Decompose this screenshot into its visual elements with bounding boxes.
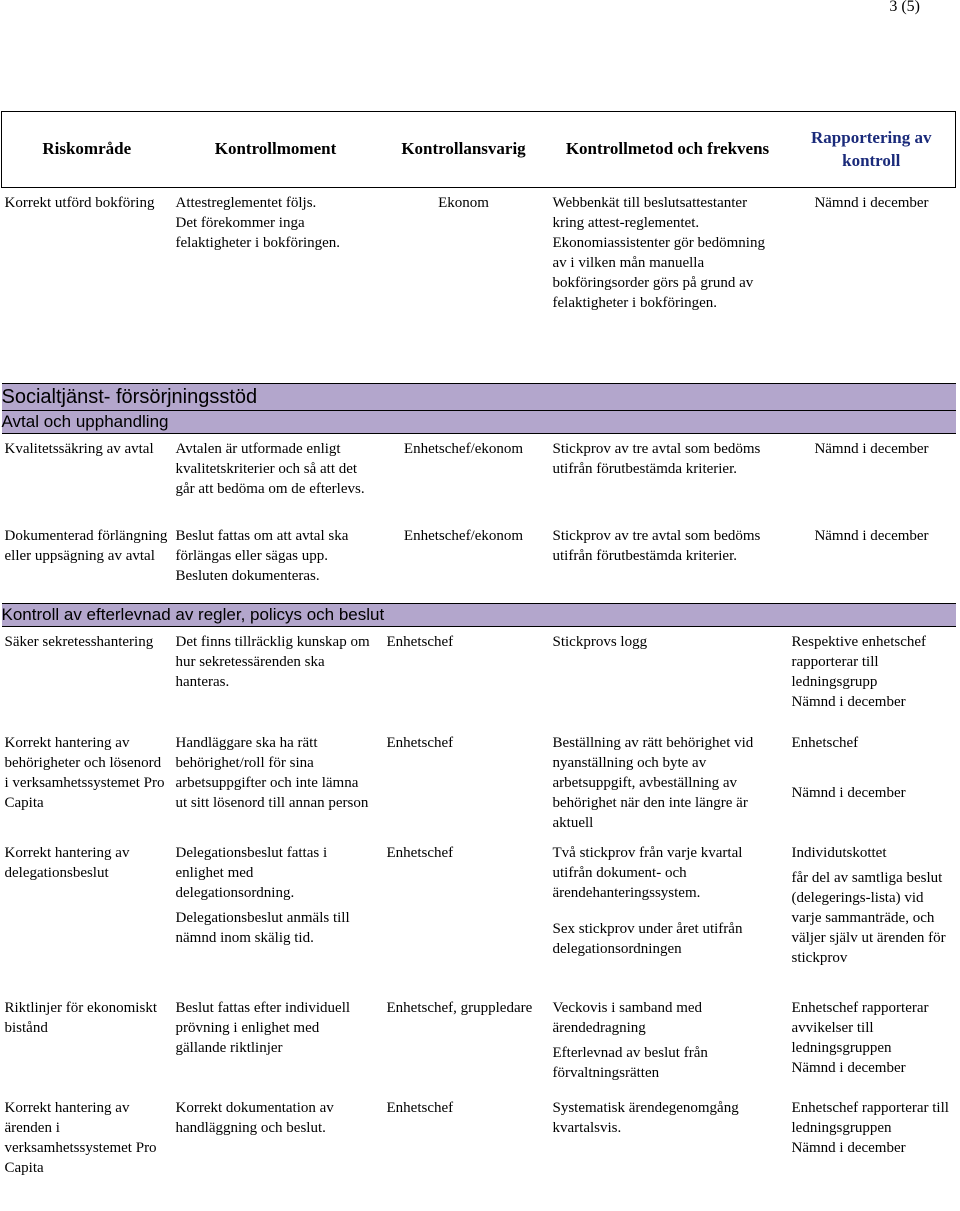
control-plan-table bbox=[1, 111, 956, 1188]
section-subheader-avtal bbox=[2, 411, 956, 434]
ansvarig-cell: Enhetschef/ekonom bbox=[403, 441, 524, 457]
ansvarig-cell: Ekonom bbox=[438, 195, 489, 211]
moment-cell: Delegationsbeslut fattas i enlighet med delegationsordning. Delegationsbeslut anmäls till nämnd inom skälig tid. bbox=[175, 845, 350, 946]
risk-cell: Korrekt hantering av delegationsbeslut bbox=[4, 845, 130, 881]
metod-cell: Stickprovs logg bbox=[552, 634, 648, 650]
table-row bbox=[2, 521, 956, 604]
table-row bbox=[2, 728, 956, 838]
metod-cell: Stickprov av tre avtal som bedöms utifrån förutbestämda kriterier. bbox=[552, 441, 761, 477]
risk-cell: Kvalitetssäkring av avtal bbox=[4, 441, 154, 457]
rapport-cell: Individutskottet får del av samtliga beslut (delegerings-lista) vid varje sammanträde, och väljer själv ut ärenden för stickprov bbox=[791, 845, 946, 966]
rapport-cell: Enhetschef rapporterar till ledningsgruppen Nämnd i december bbox=[791, 1100, 949, 1156]
header-riskomrade: Riskområde bbox=[2, 112, 172, 188]
table-row bbox=[2, 188, 956, 384]
table-row bbox=[2, 1093, 956, 1188]
section-title: Socialtjänst- försörjningsstöd bbox=[2, 384, 956, 411]
ansvarig-cell: Enhetschef/ekonom bbox=[403, 528, 524, 544]
risk-cell: Säker sekretesshantering bbox=[4, 634, 154, 650]
moment-cell: Det finns tillräcklig kunskap om hur sekretessärenden ska hanteras. bbox=[175, 634, 370, 690]
moment-cell: Beslut fattas efter individuell prövning i enlighet med gällande riktlinjer bbox=[175, 1000, 351, 1056]
metod-cell: Två stickprov från varje kvartal utifrån dokument- och ärendehanteringssystem. Sex stickprov under året utifrån delegationsordningen bbox=[552, 845, 743, 957]
section-header-social bbox=[2, 384, 956, 411]
rapport-cell: Enhetschef Nämnd i december bbox=[791, 735, 906, 801]
header-kontrollansvarig: Kontrollansvarig bbox=[380, 112, 548, 188]
header-kontrollmetod: Kontrollmetod och frekvens bbox=[548, 112, 788, 188]
metod-cell: Beställning av rätt behörighet vid nyanställning och byte av arbetsuppgift, avbeställning av behörighet när den inte längre är aktuell bbox=[552, 735, 754, 831]
table-row bbox=[2, 434, 956, 522]
ansvarig-cell: Enhetschef bbox=[386, 845, 454, 861]
risk-cell: Riktlinjer för ekonomiskt bistånd bbox=[4, 1000, 157, 1036]
risk-cell: Korrekt utförd bokföring bbox=[4, 195, 155, 211]
risk-cell: Korrekt hantering av behörigheter och lösenord i verksamhetssystemet Pro Capita bbox=[4, 735, 165, 811]
header-rapportering: Rapportering av kontroll bbox=[788, 112, 956, 188]
metod-cell: Stickprov av tre avtal som bedöms utifrån förutbestämda kriterier. bbox=[552, 528, 761, 564]
section-title: Kontroll av efterlevnad av regler, policys och beslut bbox=[2, 604, 956, 627]
moment-cell: Avtalen är utformade enligt kvalitetskriterier och så att det går att bedöma om de efterlevs. bbox=[175, 441, 365, 497]
rapport-cell: Nämnd i december bbox=[814, 441, 929, 457]
ansvarig-cell: Enhetschef bbox=[386, 735, 454, 751]
table-row bbox=[2, 993, 956, 1093]
moment-cell: Handläggare ska ha rätt behörighet/roll för sina arbetsuppgifter och inte lämna ut sitt lösenord till annan person bbox=[175, 735, 369, 811]
table-header-row bbox=[2, 112, 956, 188]
rapport-cell: Respektive enhetschef rapporterar till ledningsgrupp Nämnd i december bbox=[791, 634, 927, 710]
risk-cell: Korrekt hantering av ärenden i verksamhetssystemet Pro Capita bbox=[4, 1100, 157, 1176]
metod-cell: Systematisk ärendegenomgång kvartalsvis. bbox=[552, 1100, 739, 1136]
moment-cell: Attestreglementet följs. Det förekommer inga felaktigheter i bokföringen. bbox=[175, 195, 341, 251]
rapport-cell: Nämnd i december bbox=[814, 528, 929, 544]
rapport-cell: Nämnd i december bbox=[814, 195, 929, 211]
ansvarig-cell: Enhetschef bbox=[386, 1100, 454, 1116]
moment-cell: Korrekt dokumentation av handläggning och beslut. bbox=[175, 1100, 334, 1136]
header-kontrollmoment: Kontrollmoment bbox=[172, 112, 380, 188]
moment-cell: Beslut fattas om att avtal ska förlängas eller sägas upp. Besluten dokumenteras. bbox=[175, 528, 349, 584]
section-header-kontroll bbox=[2, 604, 956, 627]
metod-cell: Veckovis i samband med ärendedragning Efterlevnad av beslut från förvaltningsrätten bbox=[552, 1000, 708, 1081]
rapport-cell: Enhetschef rapporterar avvikelser till ledningsgruppen Nämnd i december bbox=[791, 1000, 929, 1076]
table-row bbox=[2, 838, 956, 993]
ansvarig-cell: Enhetschef bbox=[386, 634, 454, 650]
ansvarig-cell: Enhetschef, gruppledare bbox=[386, 1000, 533, 1016]
metod-cell: Webbenkät till beslutsattestanter kring attest-reglementet. Ekonomiassistenter gör bedömning av i vilken mån manuella bokföringsorder görs på grund av felaktigheter i bokföringen. bbox=[552, 195, 765, 311]
page-number: 3 (5) bbox=[889, 0, 920, 15]
section-subtitle: Avtal och upphandling bbox=[2, 411, 956, 434]
risk-cell: Dokumenterad förlängning eller uppsägning av avtal bbox=[4, 528, 168, 564]
table-row bbox=[2, 627, 956, 729]
